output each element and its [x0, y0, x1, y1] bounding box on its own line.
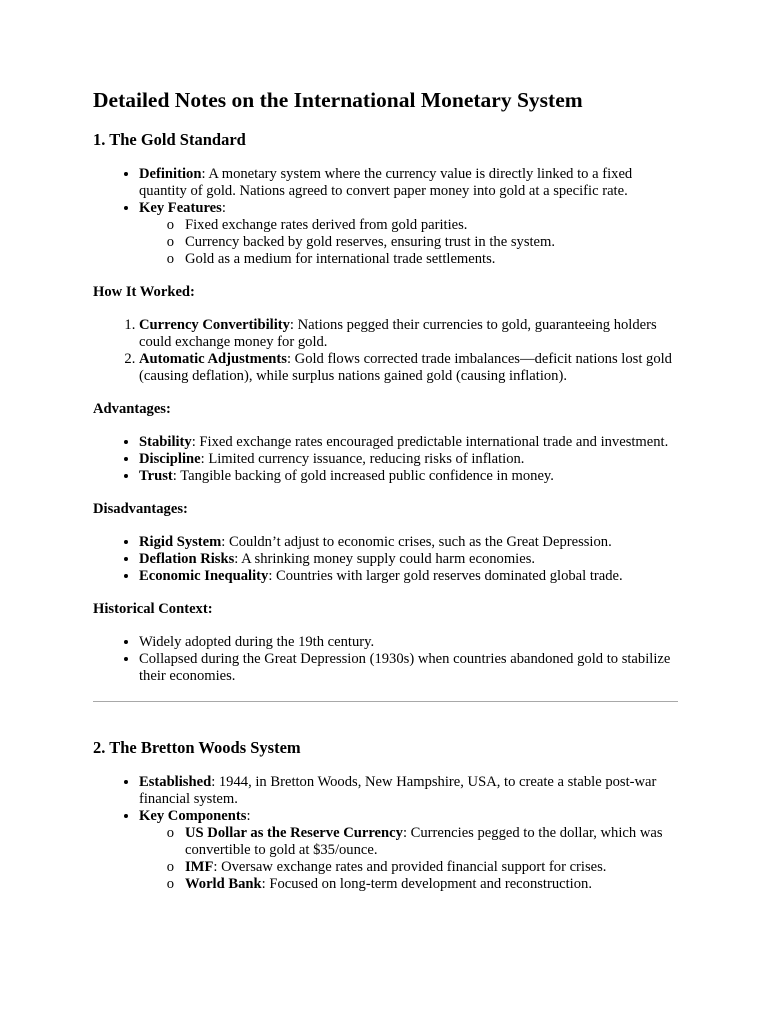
advantages-list: [93, 434, 678, 485]
list-item: [139, 568, 678, 585]
subheading-disadvantages: Disadvantages:: [93, 501, 188, 517]
list-item: • Widely adopted during the 19th century.: [139, 634, 678, 651]
term: Discipline: [139, 451, 201, 467]
list-item: [139, 317, 678, 351]
list-item: [139, 534, 678, 551]
term-established: Established: [139, 774, 212, 790]
how-it-worked-list: [93, 317, 678, 385]
list-item: [139, 551, 678, 568]
colon: :: [221, 200, 226, 216]
text: : Nations pegged their currencies to gold, guaranteeing holders could exchange money for gold.: [139, 317, 657, 350]
list-item: [185, 859, 678, 876]
text: : Fixed exchange rates encouraged predictable international trade and investment.: [191, 434, 669, 450]
list-item: [139, 774, 678, 808]
definition-text: : A monetary system where the currency value is directly linked to a fixed quantity of gold. Nations agreed to convert paper money into gold at a specific rate.: [139, 166, 633, 199]
subheading-historical-context: Historical Context:: [93, 601, 213, 617]
term-key-features: Key Features: [139, 200, 222, 216]
document-page: [93, 86, 678, 909]
term: IMF: [185, 859, 214, 875]
term: Deflation Risks: [139, 551, 235, 567]
term-definition: Definition: [139, 166, 202, 182]
colon: :: [246, 808, 251, 824]
list-item: [139, 434, 678, 451]
text: : Currencies pegged to the dollar, which was convertible to gold at $35/ounce.: [185, 825, 663, 858]
section-divider: [93, 701, 678, 702]
document-title: Detailed Notes on the International Monetary System: [93, 88, 583, 112]
term: Currency Convertibility: [139, 317, 290, 333]
section-heading-bretton-woods: 2. The Bretton Woods System: [93, 738, 301, 757]
list-item: o Fixed exchange rates derived from gold parities.: [185, 217, 678, 234]
list-item: [185, 876, 678, 893]
text: : Couldn’t adjust to economic crises, such as the Great Depression.: [221, 534, 612, 550]
text: : Limited currency issuance, reducing risks of inflation.: [200, 451, 525, 467]
term: US Dollar as the Reserve Currency: [185, 825, 403, 841]
text: : Oversaw exchange rates and provided financial support for crises.: [213, 859, 607, 875]
subheading-advantages: Advantages:: [93, 401, 171, 417]
gold-standard-overview-list: [93, 166, 678, 268]
list-item: • Collapsed during the Great Depression (1930s) when countries abandoned gold to stabilize their economies.: [139, 651, 678, 685]
text: : Countries with larger gold reserves dominated global trade.: [268, 568, 623, 584]
subheading-how-it-worked: How It Worked:: [93, 284, 195, 300]
term: Trust: [139, 468, 173, 484]
list-item: [139, 451, 678, 468]
bretton-woods-list: [93, 774, 678, 893]
list-item: [139, 468, 678, 485]
disadvantages-list: [93, 534, 678, 585]
key-features-list: [139, 217, 678, 268]
list-item: [185, 825, 678, 859]
list-item: [139, 200, 678, 268]
term: Economic Inequality: [139, 568, 269, 584]
term-key-components: Key Components: [139, 808, 247, 824]
term: Automatic Adjustments: [139, 351, 287, 367]
list-item: o Gold as a medium for international trade settlements.: [185, 251, 678, 268]
section-heading-gold-standard: 1. The Gold Standard: [93, 130, 246, 149]
text: : Focused on long-term development and reconstruction.: [261, 876, 592, 892]
list-item: [139, 351, 678, 385]
list-item: [139, 808, 678, 893]
established-text: : 1944, in Bretton Woods, New Hampshire, USA, to create a stable post-war financial system.: [139, 774, 657, 807]
key-components-list: [139, 825, 678, 893]
term: Stability: [139, 434, 192, 450]
text: : Tangible backing of gold increased public confidence in money.: [172, 468, 554, 484]
list-item: o Currency backed by gold reserves, ensuring trust in the system.: [185, 234, 678, 251]
term: World Bank: [185, 876, 262, 892]
list-item: [139, 166, 678, 200]
historical-context-list: [93, 634, 678, 685]
text: : Gold flows corrected trade imbalances—deficit nations lost gold (causing deflation), while surplus nations gained gold (causing inflation).: [139, 351, 672, 384]
term: Rigid System: [139, 534, 222, 550]
text: : A shrinking money supply could harm economies.: [234, 551, 536, 567]
